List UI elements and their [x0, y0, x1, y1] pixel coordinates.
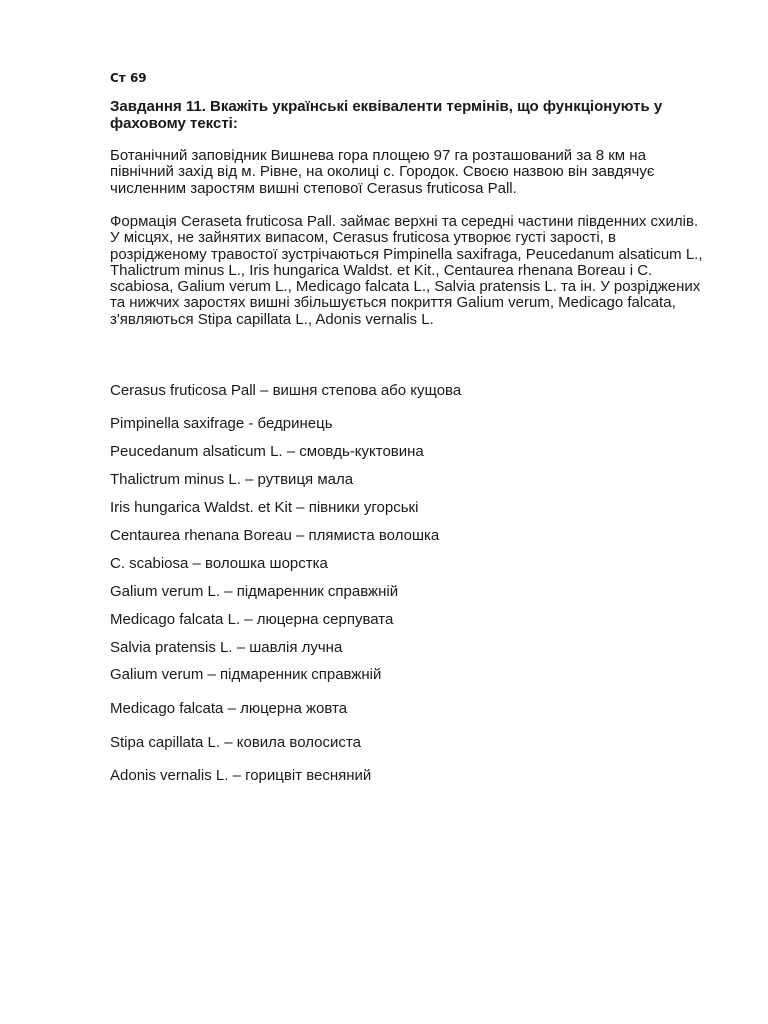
paragraph-intro: Ботанічний заповідник Вишнева гора площею 97 га розташований за 8 км на північний захід від м. Рівне, на околиці с. Городок. Своєю назвою він завдячує численним заростям вишні степової Cerasus fruticosa Pall. [110, 147, 655, 197]
term-item: Medicago falcata L. – люцерна серпувата [110, 611, 394, 628]
term-item: Thalictrum minus L. – рутвиця мала [110, 471, 354, 488]
term-item: Centaurea rhenana Boreau – плямиста волошка [110, 527, 440, 544]
term-item: Galium verum – підмаренник справжній [110, 666, 382, 683]
term-item: Iris hungarica Waldst. et Kit – півники угорські [110, 499, 419, 516]
term-item: Pimpinella saxifrage - бедринець [110, 415, 333, 432]
term-item: Stipa capillata L. – ковила волосиста [110, 734, 361, 751]
term-item: Medicago falcata – люцерна жовта [110, 700, 348, 717]
term-item: Adonis vernalis L. – горицвіт весняний [110, 767, 372, 784]
term-item: C. scabiosa – волошка шорстка [110, 555, 328, 572]
task-title: Завдання 11. Вкажіть українські еквіваленти термінів, що функціонують у фаховому тексті: [110, 98, 663, 132]
paragraph-formation: Формація Ceraseta fruticosa Pall. займає верхні та середні частини південних схилів. У місцях, не зайнятих випасом, Cerasus fruticosa утворює густі зарості, в розрідженому травостої зустрічаються Pimpinella saxifraga, Peucedanum alsaticum L., Thalictrum minus L., Iris hungarica Waldst. et Kit., Centaurea rhenana Boreau і C. scabiosa, Galium verum L., Medicago falcata L., Salvia pratensis L. та ін. У розріджених та нижчих заростях вишні збільшується покриття Galium verum, Medicago falcata, з'являються Stipa capillata L., Adonis vernalis L. [110, 213, 703, 328]
term-item: Peucedanum alsaticum L. – смовдь-куктовина [110, 443, 424, 460]
term-item: Salvia pratensis L. – шавлія лучна [110, 639, 343, 656]
term-item: Galium verum L. – підмаренник справжній [110, 583, 399, 600]
page-number: Ст 69 [110, 71, 147, 85]
term-item: Cerasus fruticosa Pall – вишня степова або кущова [110, 382, 462, 399]
